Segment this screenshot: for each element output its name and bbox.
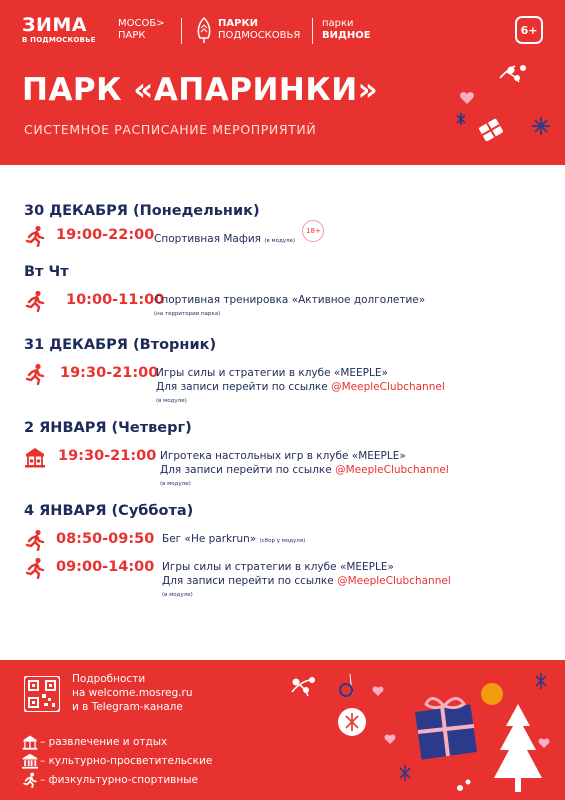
event-time: 19:00-22:00 xyxy=(56,227,155,243)
event-description: Игры силы и стратегии в клубе «MEEPLE» Для записи перейти по ссылке @MeepleClubchannel (в модуле) xyxy=(162,561,451,598)
carousel-icon xyxy=(24,446,46,468)
event-row xyxy=(24,363,544,408)
event-description: Игры силы и стратегии в клубе «MEEPLE» Для записи перейти по ссылке @MeepleClubchannel (в модуле) xyxy=(156,367,445,404)
event-row xyxy=(24,290,544,321)
running-person-icon xyxy=(24,363,46,385)
running-person-icon xyxy=(22,772,38,788)
running-person-icon xyxy=(24,557,46,579)
berry-icon xyxy=(293,679,300,686)
telegram-link[interactable]: @MeepleClubchannel xyxy=(331,381,445,393)
winter-decoration-top xyxy=(445,60,555,160)
legend-item: – развлечение и отдых xyxy=(22,732,212,751)
event-description: Игротека настольных игр в клубе «MEEPLE» Для записи перейти по ссылке @MeepleClubchannel (в модуле) xyxy=(160,450,449,487)
running-person-icon xyxy=(24,225,46,247)
snowflake-icon xyxy=(457,113,465,125)
logo-divider xyxy=(312,18,313,44)
heart-icon xyxy=(385,735,396,744)
event-time: 09:00-14:00 xyxy=(56,559,155,575)
snowflake-icon xyxy=(536,673,546,689)
telegram-link[interactable]: @MeepleClubchannel xyxy=(335,464,449,476)
logo-bar: ЗИМА В ПОДМОСКОВЬЕ МОСОБ> ПАРК ПАРКИ ПОДМОСКОВЬЯ парки ВИДНОЕ 6+ xyxy=(22,16,543,46)
gift-icon xyxy=(415,698,477,759)
berry-icon xyxy=(309,677,315,683)
logo-mosobpark[interactable]: МОСОБ> ПАРК xyxy=(118,18,165,41)
day-heading: 2 ЯНВАРЯ (Четверг) xyxy=(24,420,192,436)
legend-item: – культурно-просветительские xyxy=(22,751,212,770)
museum-icon xyxy=(22,753,38,769)
running-person-icon xyxy=(24,290,46,312)
event-row xyxy=(24,446,544,491)
category-legend xyxy=(22,732,212,789)
event-time: 19:30-21:00 xyxy=(60,365,159,381)
carousel-icon xyxy=(22,734,38,750)
heart-icon xyxy=(373,687,384,696)
event-time: 08:50-09:50 xyxy=(56,531,155,547)
details-info: Подробности на welcome.mosreg.ru и в Telegram-канале xyxy=(72,673,193,713)
event-time: 10:00-11:00 xyxy=(66,292,165,308)
logo-divider xyxy=(181,18,182,44)
schedule xyxy=(24,200,544,602)
page-title: ПАРК «АПАРИНКИ» xyxy=(22,72,379,108)
ornament-icon xyxy=(481,683,503,705)
age-rating-badge: 6+ xyxy=(515,16,543,44)
winter-decoration-bottom xyxy=(280,660,565,800)
logo-zima[interactable]: ЗИМА В ПОДМОСКОВЬЕ xyxy=(22,14,96,44)
running-person-icon xyxy=(24,529,46,551)
telegram-link[interactable]: @MeepleClubchannel xyxy=(337,575,451,587)
logo-parki-vidnoe[interactable]: парки ВИДНОЕ xyxy=(322,18,371,41)
berry-icon xyxy=(508,67,515,74)
event-row xyxy=(24,225,544,250)
page-subtitle: СИСТЕМНОЕ РАСПИСАНИЕ МЕРОПРИЯТИЙ xyxy=(24,122,317,137)
christmas-tree-icon xyxy=(494,704,542,792)
day-heading: Вт Чт xyxy=(24,264,69,280)
qr-code-icon[interactable] xyxy=(24,676,60,712)
event-time: 19:30-21:00 xyxy=(58,448,157,464)
event-description: Спортивная тренировка «Активное долголетие» (на территории парка) xyxy=(154,294,426,317)
day-heading: 4 ЯНВАРЯ (Суббота) xyxy=(24,503,194,519)
day-heading: 30 ДЕКАБРЯ (Понедельник) xyxy=(24,203,260,219)
day-heading: 31 ДЕКАБРЯ (Вторник) xyxy=(24,337,217,353)
website-link[interactable]: на welcome.mosreg.ru xyxy=(72,687,193,699)
header-banner xyxy=(0,0,565,165)
berry-icon xyxy=(303,687,309,693)
snowflake-icon xyxy=(532,117,550,135)
gift-icon xyxy=(478,118,503,142)
age-18-badge: 18+ xyxy=(302,220,324,242)
legend-item: – физкультурно-спортивные xyxy=(22,770,212,789)
event-description: Спортивная Мафия (в модуле) 18+ xyxy=(154,225,324,250)
tree-logo-icon xyxy=(194,16,214,44)
berry-icon xyxy=(514,75,520,81)
heart-icon xyxy=(460,92,474,104)
footer-banner xyxy=(0,660,565,800)
berry-icon xyxy=(520,65,526,71)
heart-icon xyxy=(539,739,550,748)
event-row xyxy=(24,557,544,602)
event-row xyxy=(24,529,544,551)
snowflake-icon xyxy=(400,765,410,781)
event-description: Бег «Не parkrun» (сбор у модуля) xyxy=(162,533,306,545)
